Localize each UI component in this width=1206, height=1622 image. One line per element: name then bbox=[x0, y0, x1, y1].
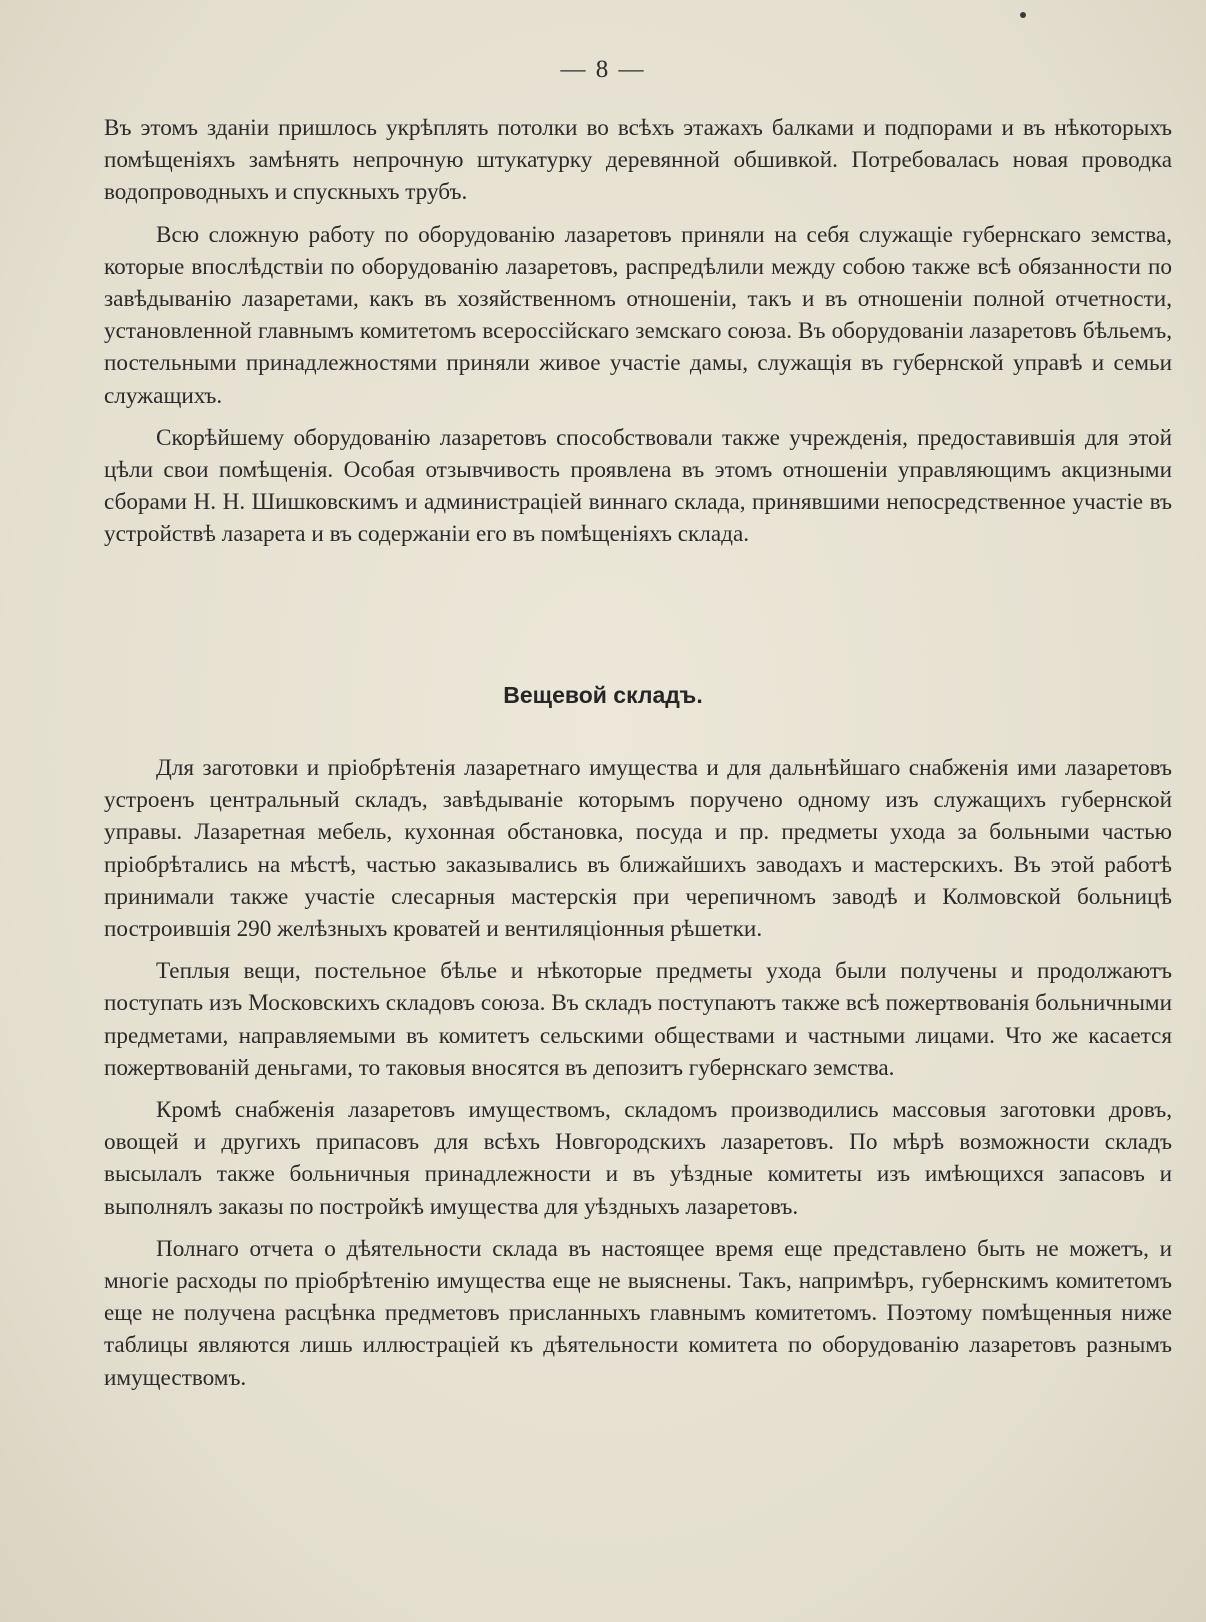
paragraph: Для заготовки и пріобрѣтенія лазаретнаго имущества и для дальнѣйшаго снабженія ими лазаретовъ устроенъ центральный складъ, завѣдываніе которымъ поручено одному изъ служащихъ губернской управы. Лазаретная мебель, кухонная обстановка, посуда и пр. предметы ухода за больными частью пріобрѣтались на мѣстѣ, частью заказывались въ ближайшихъ заводахъ и мастерскихъ. Въ этой работѣ принимали также участіе слесарныя мастерскія при черепичномъ заводѣ и Колмовской больницѣ построившія 290 желѣзныхъ кроватей и вентиляціонныя рѣшетки. bbox=[104, 755, 1172, 943]
bottom-text-block bbox=[104, 752, 1172, 1394]
top-text-block bbox=[104, 112, 1172, 551]
paragraph: Скорѣйшему оборудованію лазаретовъ способствовали также учрежденія, предоставившія для этой цѣли свои помѣщенія. Особая отзывчивость проявлена въ этомъ отношеніи управляющимъ акцизными сборами Н. Н. Шишковскимъ и администраціей виннаго склада, принявшими непосредственное участіе въ устройствѣ лазарета и въ содержаніи его въ помѣщеніяхъ склада. bbox=[104, 424, 1172, 548]
paragraph: Теплыя вещи, постельное бѣлье и нѣкоторые предметы ухода были получены и продолжаютъ поступать изъ Московскихъ складовъ союза. Въ складъ поступаютъ также всѣ пожертвованія больничными предметами, направляемыми въ комитетъ сельскими обществами и частными лицами. Что же касается пожертвованій деньгами, то таковыя вносятся въ депозитъ губернскаго земства. bbox=[104, 958, 1172, 1081]
paragraph-continued: Въ этомъ зданіи пришлось укрѣплять потолки во всѣхъ этажахъ балками и подпорами и въ нѣкоторыхъ помѣщеніяхъ замѣнять непрочную штукатурку деревянной обшивкой. Потребовалась новая проводка водопроводныхъ и спускныхъ трубъ. bbox=[104, 115, 1172, 206]
ink-dot bbox=[1020, 12, 1026, 18]
paragraph: Полнаго отчета о дѣятельности склада въ настоящее время еще представлено быть не можетъ, и многіе расходы по пріобрѣтенію имущества еще не выяснены. Такъ, напримѣръ, губернскимъ комитетомъ еще не получена расцѣнка предметовъ присланныхъ главнымъ комитетомъ. Поэтому помѣщенныя ниже таблицы являются лишь иллюстраціей къ дѣятельности комитета по оборудованію лазаретовъ разнымъ имуществомъ. bbox=[104, 1235, 1172, 1391]
paragraph: Кромѣ снабженія лазаретовъ имуществомъ, складомъ производились массовыя заготовки дровъ, овощей и другихъ припасовъ для всѣхъ Новгородскихъ лазаретовъ. По мѣрѣ возможности складъ высылалъ также больничныя принадлежности и въ уѣздные комитеты изъ имѣющихся запасовъ и выполнялъ заказы по постройкѣ имущества для уѣздныхъ лазаретовъ. bbox=[104, 1097, 1172, 1220]
paragraph: Всю сложную работу по оборудованію лазаретовъ приняли на себя служащіе губернскаго земства, которые впослѣдствіи по оборудованію лазаретовъ, распредѣлили между собою также всѣ обязанности по завѣдыванію лазаретами, какъ въ хозяйственномъ отношеніи, такъ и въ отношеніи полной отчетности, установленной главнымъ комитетомъ всероссійскаго земскаго союза. Въ оборудованіи лазаретовъ бѣльемъ, постельными принадлежностями приняли живое участіе дамы, служащія въ губернской управѣ и семьи служащихъ. bbox=[104, 221, 1172, 409]
page-number: — 8 — bbox=[560, 56, 646, 83]
section-heading: Вещевой складъ. bbox=[503, 682, 703, 708]
